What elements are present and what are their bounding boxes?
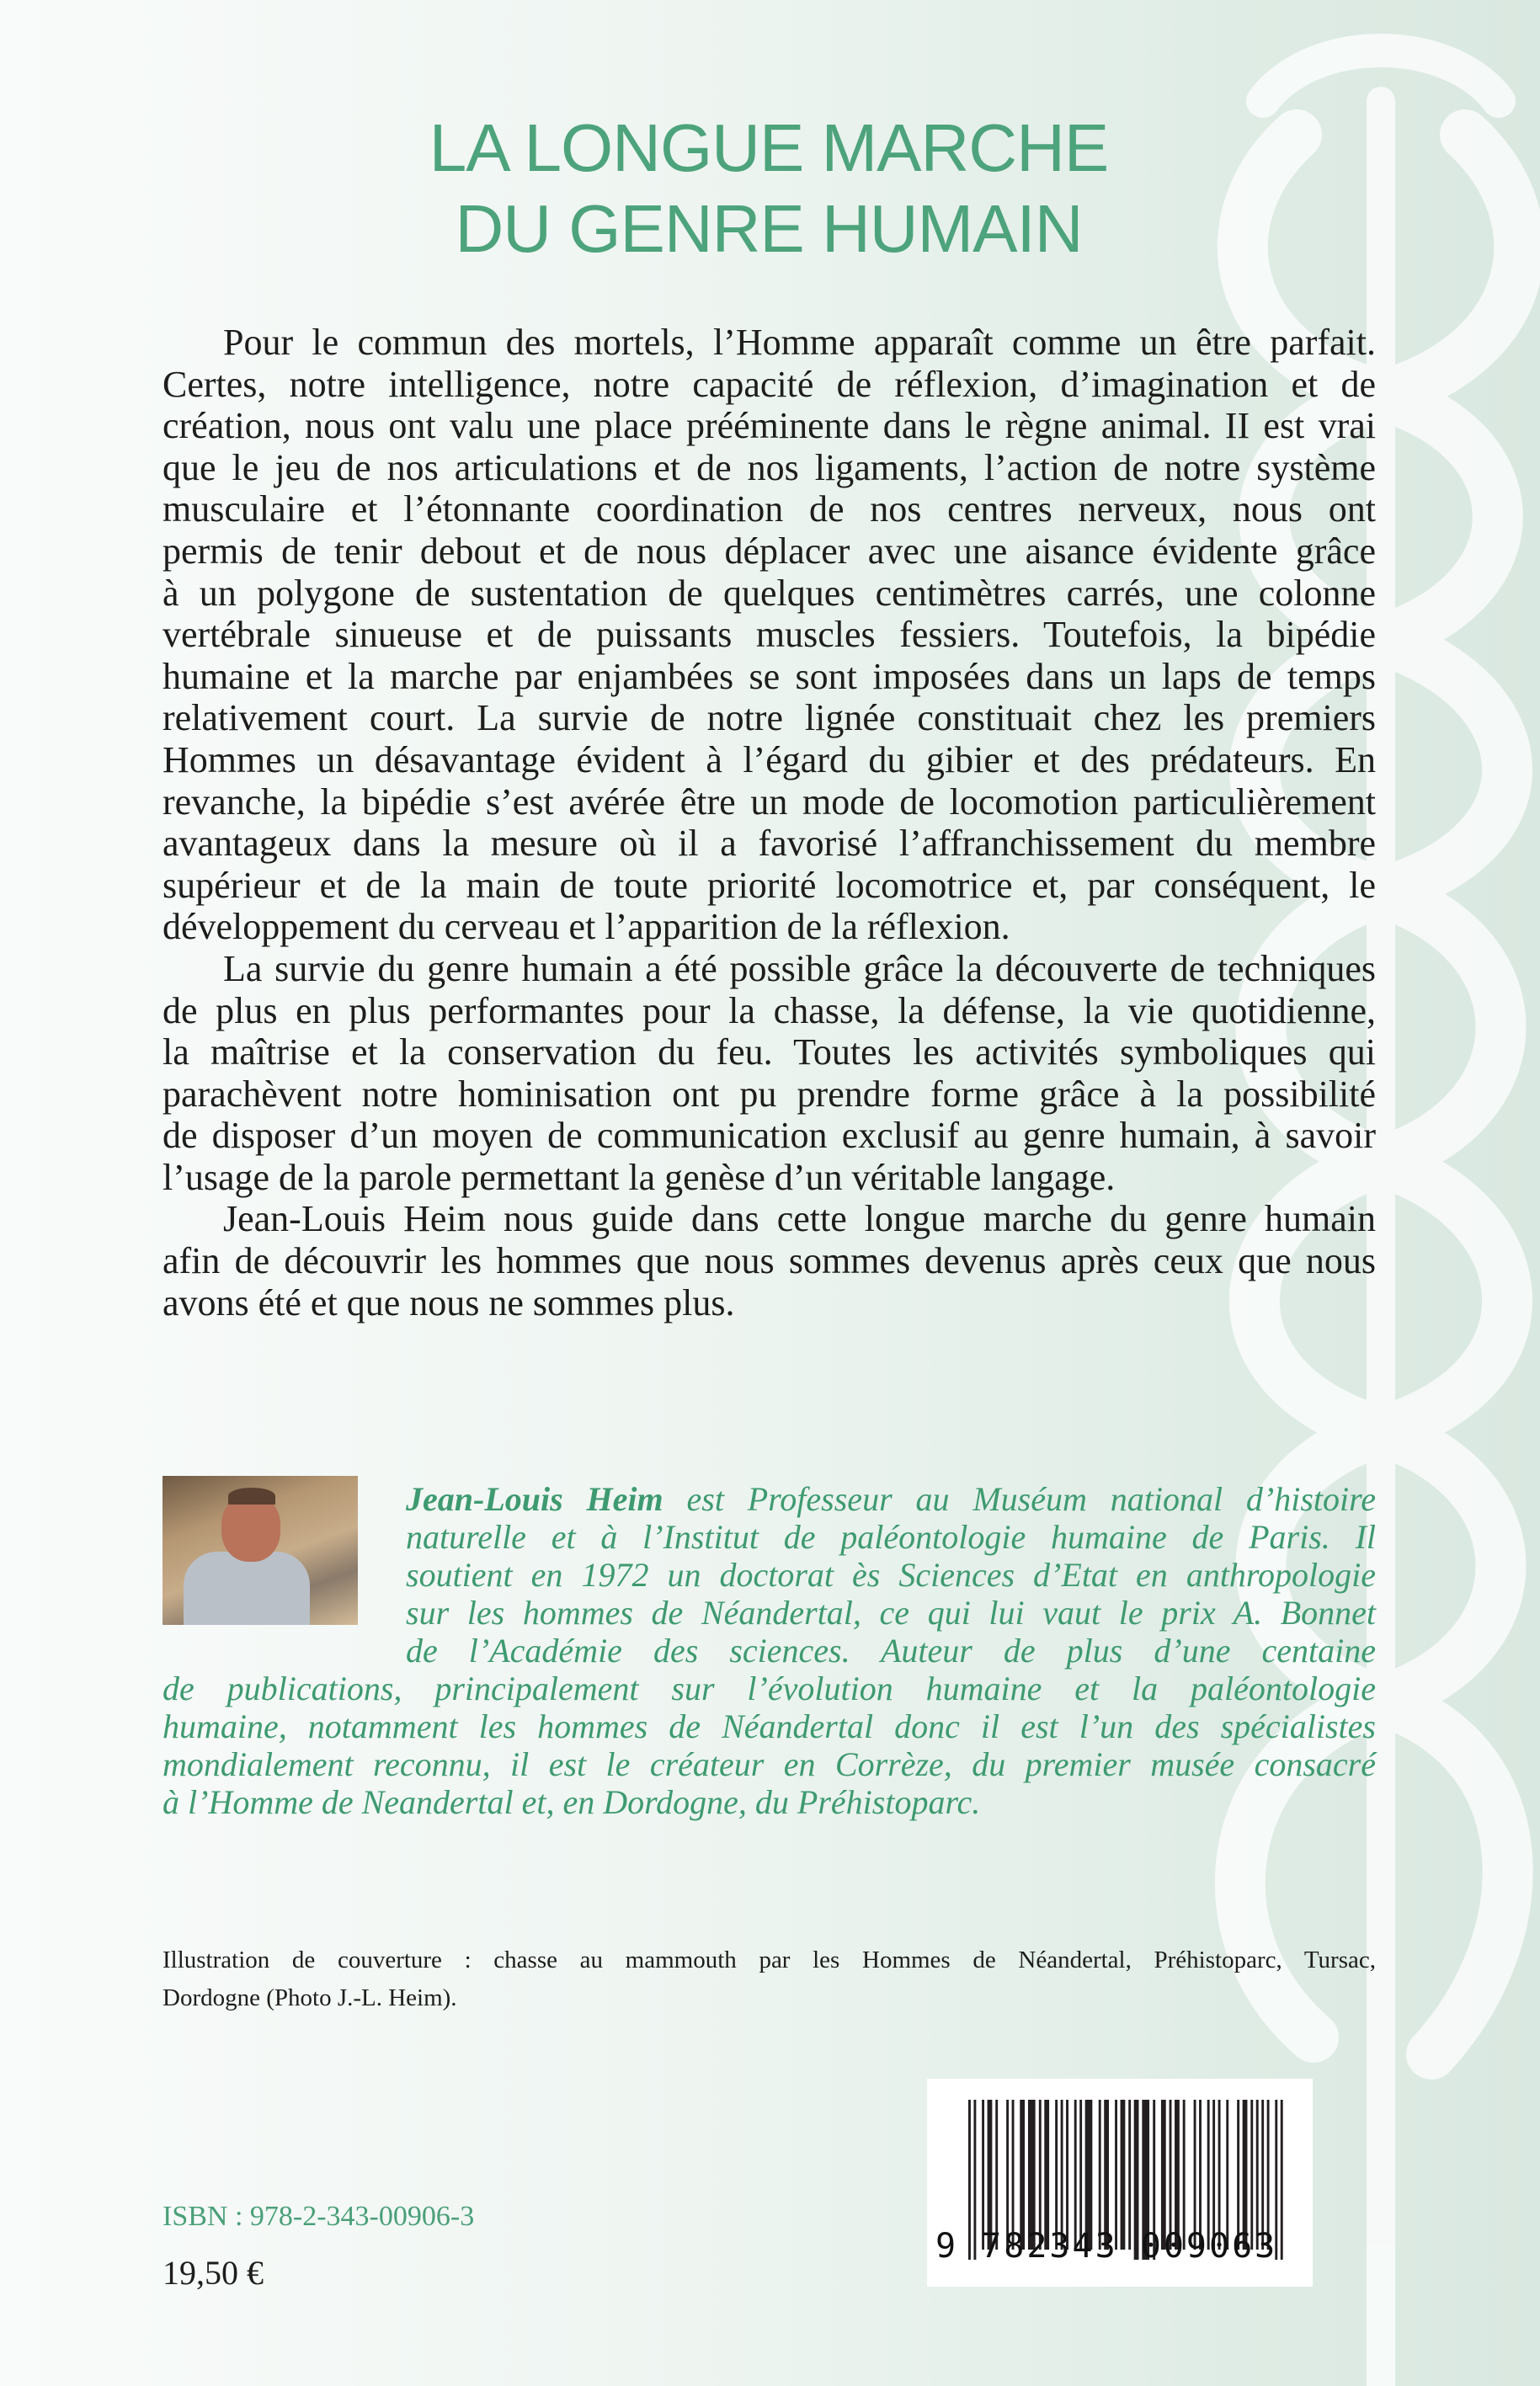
text-line: à un polygone de sustentation de quelques centimètres carrés, une colonne [163,572,1376,614]
credit-line: Dordogne (Photo J.-L. Heim). [163,1984,457,2011]
text-line: Hommes un désavantage évident à l’égard du gibier et des prédateurs. En [163,738,1376,780]
text-line: Pour le commun des mortels, l’Homme apparaît comme un être parfait. [223,322,1376,363]
credit-line: Illustration de couverture : chasse au mammouth par les Hommes de Néandertal, Préhistoparc, Tursac, [163,1947,1376,1973]
book-title [253,108,1285,269]
text-line: musculaire et l’étonnante coordination de nos centres nerveux, nous ont [163,488,1376,530]
bio-line: soutient en 1972 un doctorat ès Sciences d’Etat en anthropologie [406,1556,1376,1594]
text-line: développement du cerveau et l’apparition de la réflexion. [163,906,1010,948]
text-line: revanche, la bipédie s’est avérée être un mode de locomotion particulièrement [163,780,1376,823]
price: 19,50 € [163,2254,264,2292]
bio-line: à l’Homme de Neandertal et, en Dordogne, du Préhistoparc. [163,1783,981,1821]
text-line: Certes, notre intelligence, notre capacité de réflexion, d’imagination et de [163,363,1376,405]
text-line: parachèvent notre hominisation ont pu prendre forme grâce à la possibilité [163,1073,1376,1115]
text-line: de disposer d’un moyen de communication exclusif au genre humain, à savoir [163,1115,1376,1157]
bio-line: mondialement reconnu, il est le créateur en Corrèze, du premier musée consacré [163,1745,1376,1783]
text-line: afin de découvrir les hommes que nous sommes devenus après ceux que nous [163,1240,1376,1282]
text-line: supérieur et de la main de toute priorité locomotrice et, par conséquent, le [163,864,1376,906]
title-line-2: DU GENRE HUMAIN [455,191,1083,266]
bio-line [406,1480,1376,1518]
bio-line: de publications, principalement sur l’évolution humaine et la paléontologie [163,1670,1376,1707]
isbn: ISBN : 978-2-343-00906-3 [163,2201,475,2232]
text-line: l’usage de la parole permettant la genèse d’un véritable langage. [163,1156,1116,1198]
barcode [927,2079,1313,2287]
paragraph [163,948,1376,1199]
bio-line: de l’Académie des sciences. Auteur de plus d’une centaine [406,1632,1376,1670]
paragraph [163,322,1376,948]
text-line: avons été et que nous ne sommes plus. [163,1281,735,1323]
text-line: humaine et la marche par enjambées se sont imposées dans un laps de temps [163,655,1376,697]
text-line: vertébrale sinueuse et de puissants muscles fessiers. Toutefois, la bipédie [163,614,1376,656]
text-line: La survie du genre humain a été possible grâce la découverte de techniques [223,947,1376,989]
cover-credit [163,1941,1376,2017]
bio-line-text: est Professeur au Muséum national d’histoire [663,1480,1376,1518]
bio-line: naturelle et à l’Institut de paléontologie humaine de Paris. Il [406,1518,1376,1556]
blurb-text [163,322,1376,1323]
text-line: Jean-Louis Heim nous guide dans cette longue marche du genre humain [223,1198,1376,1240]
title-line-1: LA LONGUE MARCHE [429,110,1109,185]
bio-line: sur les hommes de Néandertal, ce qui lui vaut le prix A. Bonnet [406,1594,1376,1632]
text-line: relativement court. La survie de notre lignée constituait chez les premiers [163,697,1376,739]
text-line: avantageux dans la mesure où il a favorisé l’affranchissement du membre [163,823,1376,865]
barcode-digits: 9 782343 009063 [935,2227,1278,2266]
text-line: création, nous ont valu une place prééminente dans le règne animal. II est vrai [163,405,1376,447]
text-line: que le jeu de nos articulations et de nos ligaments, l’action de notre système [163,446,1376,488]
text-line: permis de tenir debout et de nous déplacer avec une aisance évidente grâce [163,530,1376,572]
bio-line: humaine, notamment les hommes de Néandertal donc il est l’un des spécialistes [163,1707,1376,1745]
author-bio [163,1480,1376,1821]
paragraph [163,1198,1376,1323]
text-line: la maîtrise et la conservation du feu. Toutes les activités symboliques qui [163,1031,1376,1073]
author-name: Jean-Louis Heim [406,1480,663,1518]
text-line: de plus en plus performantes pour la chasse, la défense, la vie quotidienne, [163,989,1376,1031]
